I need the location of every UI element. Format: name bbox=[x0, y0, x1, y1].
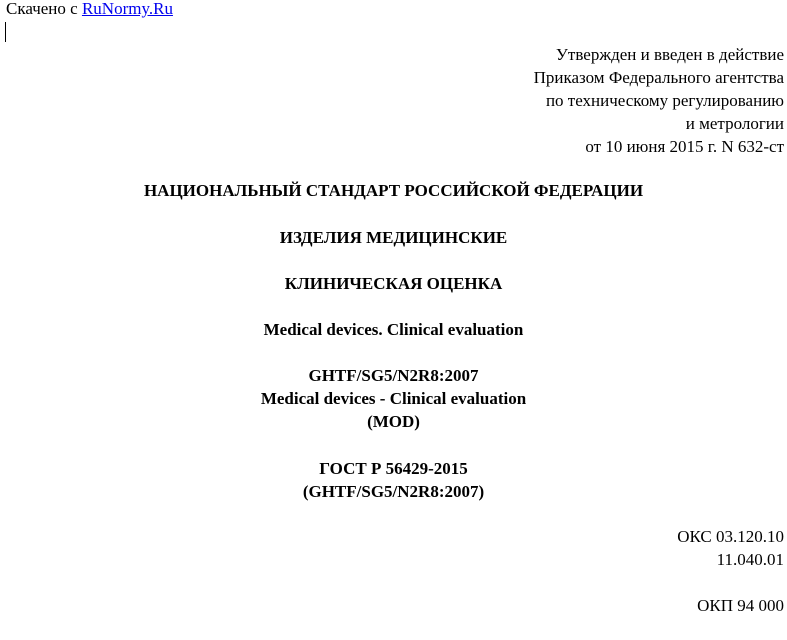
reference-modifier: (MOD) bbox=[367, 412, 420, 431]
approval-line-4: и метрологии bbox=[685, 114, 784, 133]
standard-type: НАЦИОНАЛЬНЫЙ СТАНДАРТ РОССИЙСКОЙ ФЕДЕРАЦИИ bbox=[143, 181, 644, 200]
approval-line-2: Приказом Федерального агентства bbox=[533, 68, 784, 87]
source-link[interactable]: RuNormy.Ru bbox=[81, 0, 173, 18]
text-cursor bbox=[5, 22, 6, 42]
oks-line-2: 11.040.01 bbox=[716, 550, 784, 569]
gost-equivalent: (GHTF/SG5/N2R8:2007) bbox=[302, 482, 485, 501]
approval-line-5: от 10 июня 2015 г. N 632-ст bbox=[585, 137, 784, 156]
title-line-1-block bbox=[0, 226, 787, 249]
approval-line-1: Утвержден и введен в действие bbox=[555, 45, 784, 64]
gost-block bbox=[0, 457, 787, 503]
source-prefix: Скачено с bbox=[6, 0, 78, 18]
oks-line-1: ОКС 03.120.10 bbox=[677, 527, 784, 546]
standard-type-heading bbox=[0, 179, 787, 202]
title-line-2-block bbox=[0, 272, 787, 295]
approval-block bbox=[534, 43, 784, 158]
source-line bbox=[6, 0, 173, 20]
reference-code: GHTF/SG5/N2R8:2007 bbox=[308, 366, 479, 385]
okp-block bbox=[697, 594, 784, 617]
reference-name: Medical devices - Clinical evaluation bbox=[260, 389, 527, 408]
english-title-block bbox=[0, 318, 787, 341]
okp-code: ОКП 94 000 bbox=[697, 596, 784, 615]
title-line-2: КЛИНИЧЕСКАЯ ОЦЕНКА bbox=[284, 274, 503, 293]
gost-number: ГОСТ Р 56429-2015 bbox=[319, 459, 468, 478]
title-line-1: ИЗДЕЛИЯ МЕДИЦИНСКИЕ bbox=[279, 228, 508, 247]
oks-block bbox=[677, 525, 784, 571]
approval-line-3: по техническому регулированию bbox=[545, 91, 784, 110]
english-title: Medical devices. Clinical evaluation bbox=[263, 320, 524, 339]
reference-block bbox=[0, 364, 787, 433]
